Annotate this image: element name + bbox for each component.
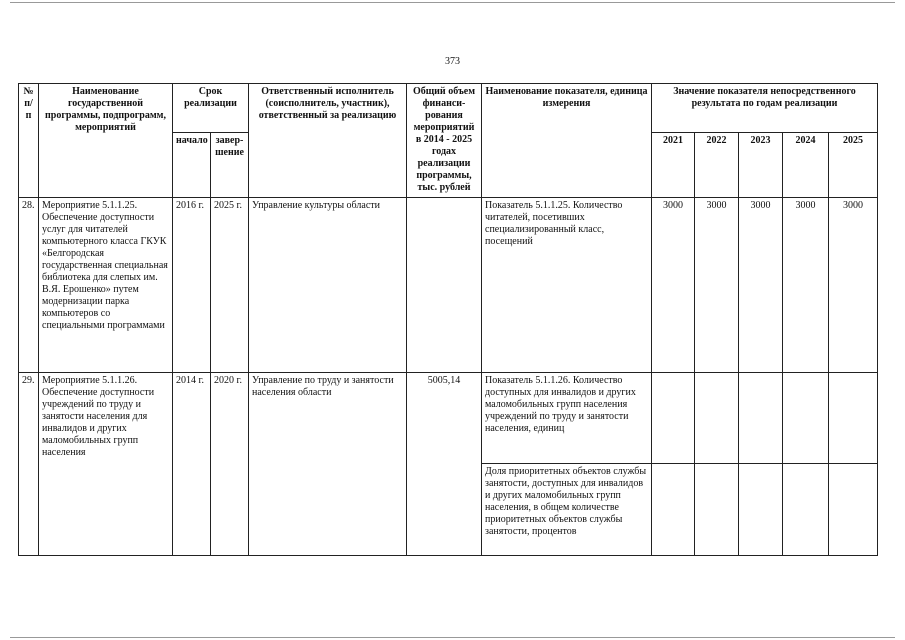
header-indicator: Наименование показателя, единица измерения: [482, 84, 652, 198]
row-value-2025: 3000: [829, 198, 878, 373]
row-num: 29.: [19, 373, 39, 556]
row-indicator: Показатель 5.1.1.26. Количество доступных для инвалидов и других маломобильных групп населения учреждений по труду и занятости населения, единиц: [482, 373, 652, 464]
header-year-2025: 2025: [829, 133, 878, 198]
row-value-2024: [783, 373, 829, 464]
row-end: 2020 г.: [211, 373, 249, 556]
row-indicator-2: Доля приоритетных объектов службы занятости, доступных для инвалидов и других маломобильных групп населения, в общем количестве приоритетных объектов службы занятости, процентов: [482, 464, 652, 556]
row-start: 2016 г.: [173, 198, 211, 373]
row-financing: [407, 198, 482, 373]
row-value-2024: 3000: [783, 198, 829, 373]
header-year-2021: 2021: [652, 133, 695, 198]
table-row: [19, 373, 878, 464]
row-name: Мероприятие 5.1.1.26. Обеспечение доступности учреждений по труду и занятости населения для инвалидов и других маломобильных групп населения: [39, 373, 173, 556]
row-value-2023: [739, 464, 783, 556]
row-value-2024: [783, 464, 829, 556]
row-executor: Управление по труду и занятости населения области: [249, 373, 407, 556]
header-executor: Ответственный исполнитель (соисполнитель, участник), ответственный за реализацию: [249, 84, 407, 198]
table-row: [19, 198, 878, 373]
header-values: Значение показателя непосредственного результата по годам реализации: [652, 84, 878, 133]
header-year-2022: 2022: [695, 133, 739, 198]
row-value-2022: [695, 373, 739, 464]
scan-edge-bottom: [10, 637, 895, 638]
row-name: Мероприятие 5.1.1.25. Обеспечение доступности услуг для читателей компьютерного класса ГКУК «Белгородская государственная специальная библиотека для слепых им. В.Я. Ерошенко» путем модернизации парка компьютеров со специальными программами: [39, 198, 173, 373]
row-num: 28.: [19, 198, 39, 373]
program-table: [18, 83, 878, 556]
scan-edge-top: [10, 2, 895, 3]
header-financing: Общий объем финанси-рования мероприятий в 2014 - 2025 годах реализации программы, тыс. рублей: [407, 84, 482, 198]
page-number: 373: [445, 56, 460, 67]
header-period: Срок реализации: [173, 84, 249, 133]
row-value-2023: [739, 373, 783, 464]
row-value-2021: [652, 373, 695, 464]
row-indicator: Показатель 5.1.1.25. Количество читателей, посетивших специализированный класс, посещений: [482, 198, 652, 373]
header-year-2024: 2024: [783, 133, 829, 198]
row-value-2025: [829, 464, 878, 556]
row-value-2022: [695, 464, 739, 556]
row-value-2021: 3000: [652, 198, 695, 373]
row-value-2022: 3000: [695, 198, 739, 373]
row-value-2023: 3000: [739, 198, 783, 373]
row-value-2021: [652, 464, 695, 556]
header-name: Наименование государственной программы, подпрограмм, мероприятий: [39, 84, 173, 198]
row-end: 2025 г.: [211, 198, 249, 373]
row-start: 2014 г.: [173, 373, 211, 556]
header-period-start: начало: [173, 133, 211, 198]
header-num: № п/п: [19, 84, 39, 198]
row-value-2025: [829, 373, 878, 464]
row-executor: Управление культуры области: [249, 198, 407, 373]
header-year-2023: 2023: [739, 133, 783, 198]
row-financing: 5005,14: [407, 373, 482, 556]
header-period-end: завер-шение: [211, 133, 249, 198]
